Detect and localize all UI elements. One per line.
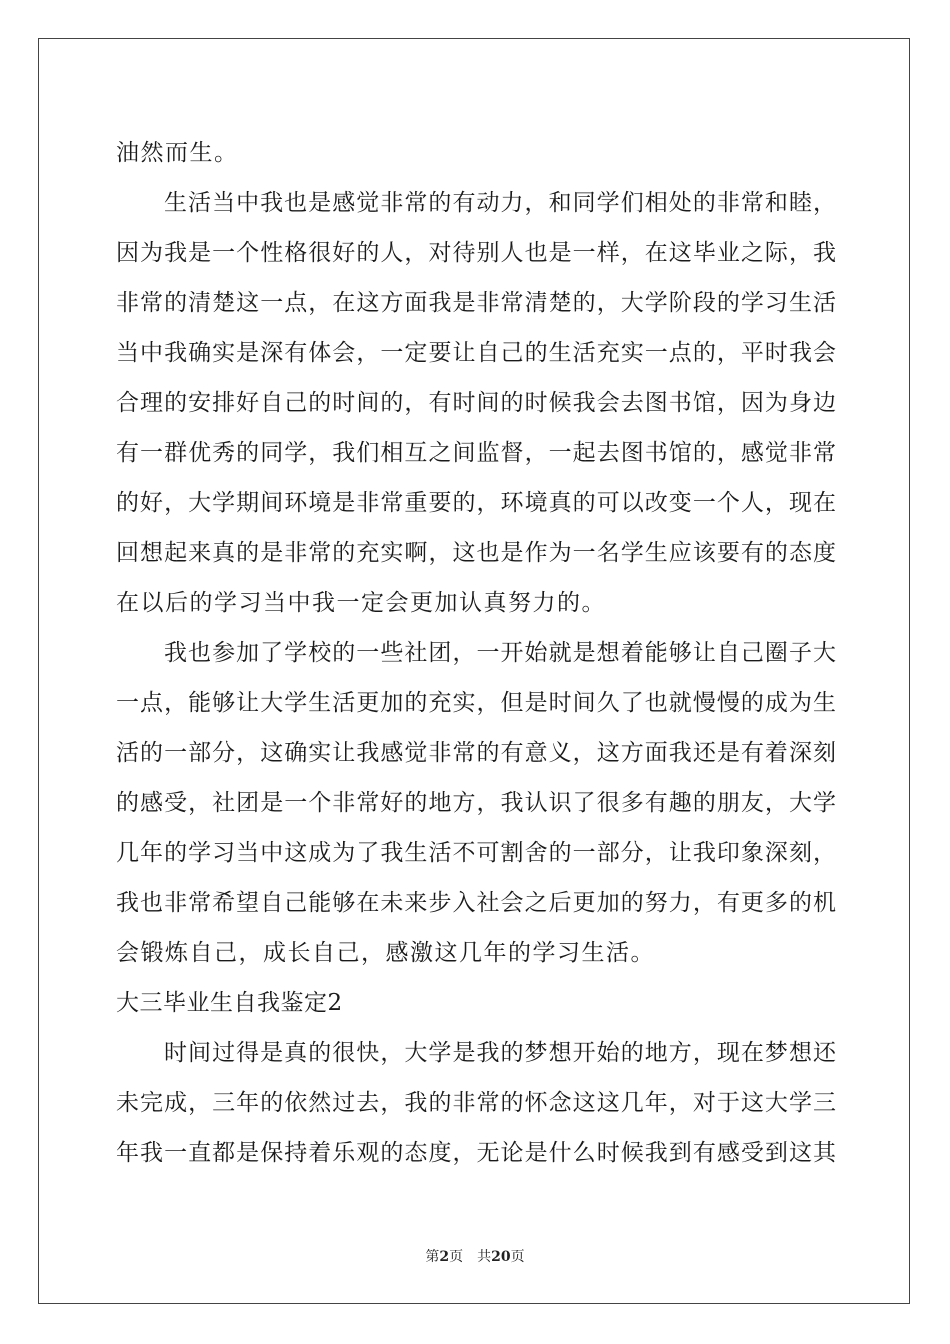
text-line: 油然而生。 [116,140,239,166]
text-line: 时间过得是真的很快，大学是我的梦想开始的地方，现在梦想还 [164,1040,836,1066]
text-line: 因为我是一个性格很好的人，对待别人也是一样，在这毕业之际，我 [116,240,836,266]
footer-total-suffix: 页 [510,1249,525,1265]
document-body [116,128,836,1178]
text-line: 活的一部分，这确实让我感觉非常的有意义，这方面我还是有着深刻 [116,740,836,766]
text-line: 合理的安排好自己的时间的，有时间的时候我会去图书馆，因为身边 [116,390,836,416]
text-line: 回想起来真的是非常的充实啊，这也是作为一名学生应该要有的态度 [116,540,836,566]
text-line: 会锻炼自己，成长自己，感激这几年的学习生活。 [116,940,655,966]
text-line: 在以后的学习当中我一定会更加认真努力的。 [116,590,606,616]
text-line: 的好，大学期间环境是非常重要的，环境真的可以改变一个人，现在 [116,490,836,516]
footer-page-prefix: 第 [425,1249,440,1265]
section-heading: 大三毕业生自我鉴定2 [116,990,343,1016]
text-line: 我也参加了学校的一些社团，一开始就是想着能够让自己圈子大 [164,640,836,666]
text-line: 的感受，社团是一个非常好的地方，我认识了很多有趣的朋友，大学 [116,790,836,816]
page-footer [0,1246,950,1266]
text-line: 有一群优秀的同学，我们相互之间监督，一起去图书馆的，感觉非常 [116,440,836,466]
footer-page-number: 2 [439,1249,450,1265]
text-line: 当中我确实是深有体会，一定要让自己的生活充实一点的，平时我会 [116,340,836,366]
text-line: 年我一直都是保持着乐观的态度，无论是什么时候我到有感受到这其 [116,1140,836,1166]
text-line: 一点，能够让大学生活更加的充实，但是时间久了也就慢慢的成为生 [116,690,836,716]
text-line: 生活当中我也是感觉非常的有动力，和同学们相处的非常和睦， [164,190,836,216]
footer-total-pages: 20 [491,1249,511,1265]
footer-total-prefix: 共 [477,1249,492,1265]
text-line: 非常的清楚这一点，在这方面我是非常清楚的，大学阶段的学习生活 [116,290,836,316]
text-line: 几年的学习当中这成为了我生活不可割舍的一部分，让我印象深刻， [116,840,836,866]
text-line: 我也非常希望自己能够在未来步入社会之后更加的努力，有更多的机 [116,890,836,916]
footer-page-suffix: 页 [449,1249,464,1265]
text-line: 未完成，三年的依然过去，我的非常的怀念这这几年，对于这大学三 [116,1090,836,1116]
